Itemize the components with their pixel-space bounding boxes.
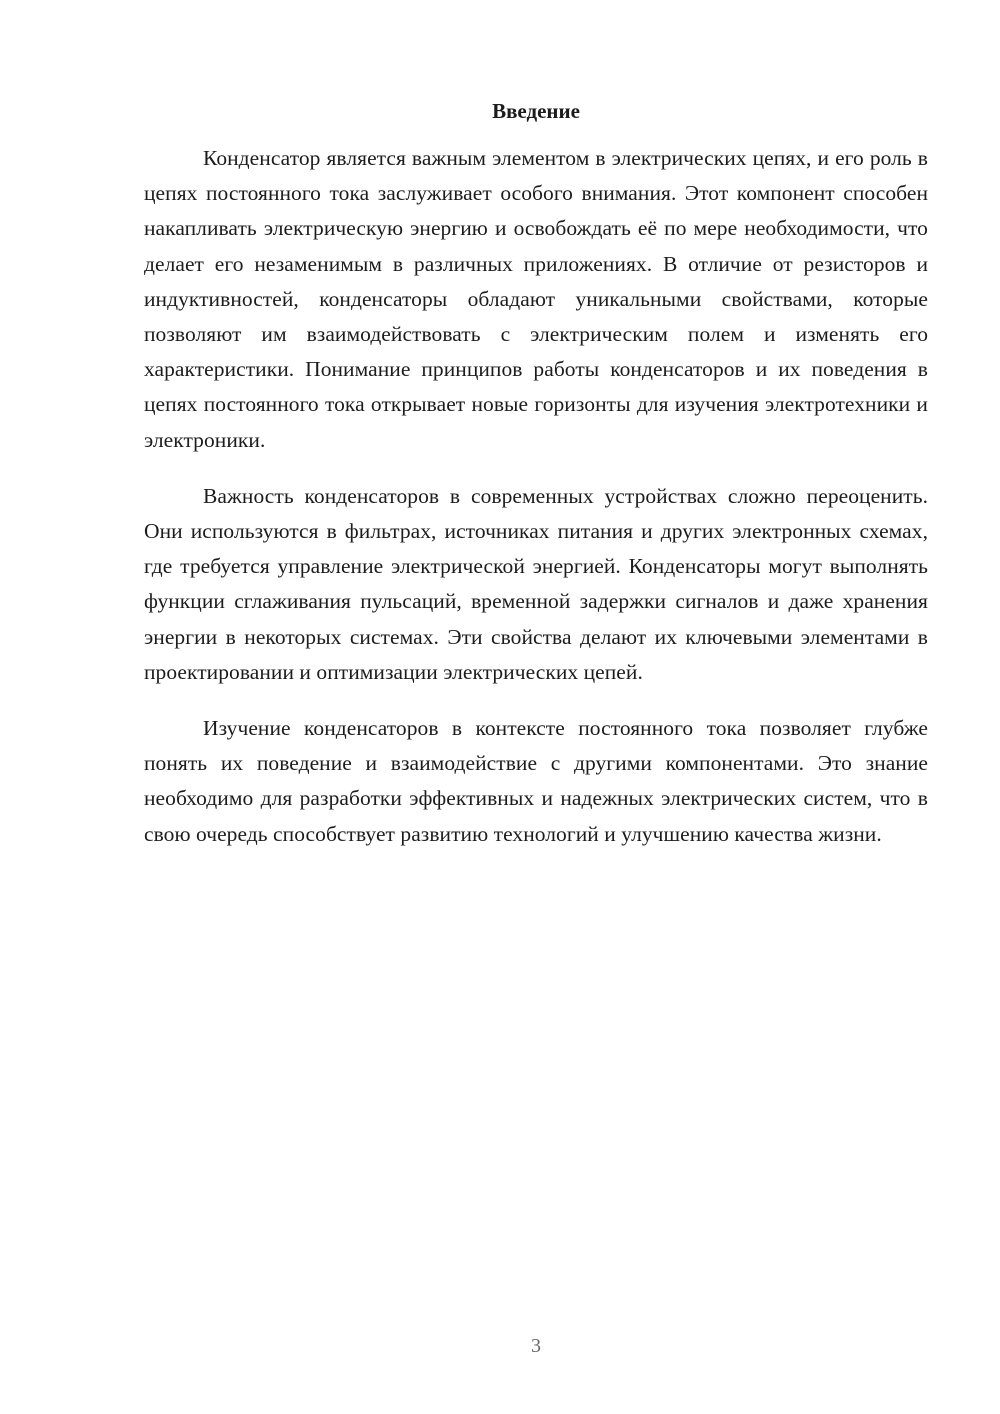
body-text (144, 141, 928, 873)
page-number: 3 (531, 1335, 541, 1357)
paragraph: Важность конденсаторов в современных устройствах сложно переоценить. Они используются в фильтрах, источниках питания и других электронных схемах, где требуется управление электрической энергией. Конденсаторы могут выполнять функции сглаживания пульсаций, временной задержки сигналов и даже хранения энергии в некоторых системах. Эти свойства делают их ключевыми элементами в проектировании и оптимизации электрических цепей. (144, 483, 928, 684)
section-heading: Введение (492, 99, 580, 123)
paragraph: Изучение конденсаторов в контексте постоянного тока позволяет глубже понять их поведение и взаимодействие с другими компонентами. Это знание необходимо для разработки эффективных и надежных электрических систем, что в свою очередь способствует развитию технологий и улучшению качества жизни. (144, 716, 928, 846)
paragraph: Конденсатор является важным элементом в электрических цепях, и его роль в цепях постоянного тока заслуживает особого внимания. Этот компонент способен накапливать электрическую энергию и освобождать её по мере необходимости, что делает его незаменимым в различных приложениях. В отличие от резисторов и индуктивностей, конденсаторы обладают уникальными свойствами, которые позволяют им взаимодействовать с электрическим полем и изменять его характеристики. Понимание принципов работы конденсаторов и их поведения в цепях постоянного тока открывает новые горизонты для изучения электротехники и электроники. (144, 146, 928, 452)
